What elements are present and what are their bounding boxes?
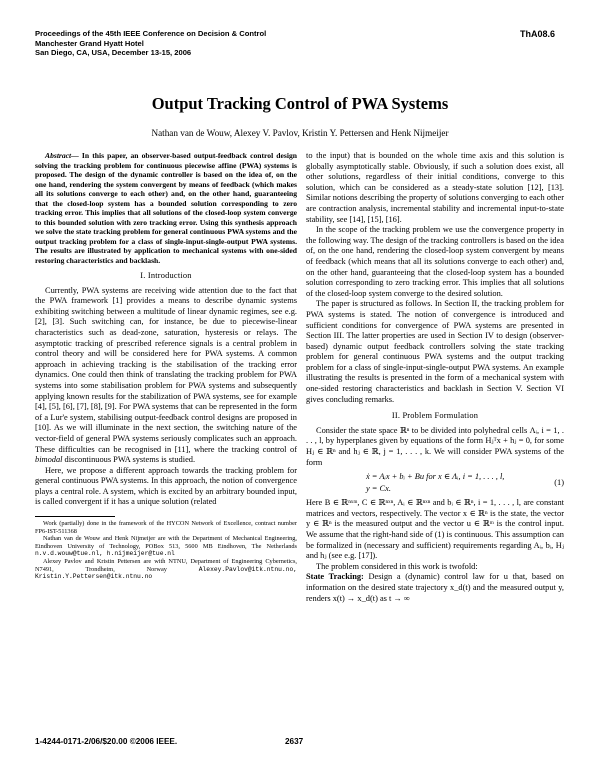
state-tracking-paragraph [306,572,564,604]
intro-emphasis: bimodal [35,455,63,465]
footnote-email-ntnu: Alexey.Pavlov@itk.ntnu.no, Kristin.Y.Pettersen@itk.ntnu.no [35,565,297,581]
footnotes [35,520,297,581]
intro-paragraph-1-text: Currently, PWA systems are receiving wide attention due to the fact that the PWA framework [1] provides a means to describe dynamic systems exhibiting switching between a multitude of linear dynamic regimes, see e.g. [2], [3]. Such switching can, for instance, be due to piecewise-linear characteristics such as dead-zone, saturation, hysteresis or relays. The asymptotic tracking of prescribed reference signals is a central problem in control theory and will be considered here for PWA systems. A common approach in achieving tracking is the stabilisation of the tracking error dynamics. One could then think of translating the tracking problem for PWA systems into some stabilisation problem for PWA systems and subsequently applying known results for the stabilization of PWA systems, see for example [4], [5], [6], [7], [8], [9]. For PWA systems that can be represented in the form of a Lur'e system, stabilising output-feedback control designs are proposed in [10]. As we will illuminate in the next section, the switching nature of the vector-field of general PWA systems seriously complicates such an approach. These difficulties can be recognised in [11], where the tracking control of [35,285,297,454]
right-paragraph-2: In the scope of the tracking problem we use the convergence property in the following way. The design of the tracking controllers is based on the idea of, on the one hand, rendering the closed-loop system convergent by means of feedback (which means that all its solutions converge to each other) and, on the other hand, guaranteeing that the closed-loop system has a bounded solution corresponding to zero tracking error. This implies that all solutions of the closed-loop system converge to the desired solution. [306,225,564,298]
footnote-affiliation-ntnu-text: Alexey Pavlov and Kristin Pettersen are with NTNU, Department of Engineering Cybernetics, N7491, Trondheim, Norway [35,558,297,573]
problem-paragraph-2: Here B ∈ ℝⁿˣᵐ, C ∈ ℝⁿˣⁿ, Aᵢ ∈ ℝⁿˣⁿ and bᵢ ∈ ℝⁿ, i = 1, . . . , l, are constant matrices and vectors, respectively. The vector x ∈ ℝⁿ is the state, the vector y ∈ ℝⁿ is the measured output and the vector u ∈ ℝᵐ is the control input. We assume that the right-hand side of (1) is continuous. This assumption can be formalized in (necessary and sufficient) requirements regarding Aᵢ, bᵢ, Hⱼ and hⱼ (see e.g. [17]). [306,498,564,561]
footnote-affiliation-ntnu [35,558,297,581]
footnote-affiliation-tue-text: Nathan van de Wouw and Henk Nijmeijer are with the Department of Mechanical Engineering, Eindhoven University of Technology, POBox 513, 5600 MB Eindhoven, The Netherlands [35,535,297,550]
intro-paragraph-2: Here, we propose a different approach towards the tracking problem for general continuous PWA systems. In this approach, the notion of convergence plays a central role. A system, which is excited by an arbitrary bounded input, is called convergent if it has a unique solution (related [35,465,297,507]
right-paragraph-3: The paper is structured as follows. In Section II, the tracking problem for PWA systems is stated. The notion of convergence is introduced and sufficient conditions for convergence of PWA systems are presented in Section III. The latter properties are used in Section IV to design (observer-based) dynamic output feedback controllers solving the state tracking problem for general continuous PWA systems and the output tracking problem for a class of single-input-single-output PWA systems. An example illustrating the results is presented in the form of a mechanical system with one-sided restoring characteristics and backlash in Section V. Section VI gives concluding remarks. [306,299,564,404]
equation-1-line-2: y = Cx. [366,484,391,494]
footnote-funding: Work (partially) done in the framework of the HYCON Network of Excellence, contract number FP6-IST-511368 [35,520,297,535]
right-paragraph-1: to the input) that is bounded on the whole time axis and this solution is globally asymptotically stable. Obviously, if such a solution does exist, all other solutions, regardless of their initial conditions, converge to this solution, which can be considered as a steady-state solution [12], [13]. Similar notions describing the property of solutions converging to each other are contraction analysis, incremental stability and incremental input-to-state stability, see [14], [15], [16]. [306,151,564,224]
problem-paragraph-1: Consider the state space ℝⁿ to be divided into polyhedral cells Λᵢ, i = 1, . . . , l, by hyperplanes given by equations of the form Hⱼᵀx + hⱼ = 0, for some Hⱼ ∈ ℝⁿ and hⱼ ∈ ℝ, j = 1, . . . , k. We will consider PWA systems of the form [306,425,564,467]
footer-isbn: 1-4244-0171-2/06/$20.00 ©2006 IEEE. [35,737,178,746]
header-line-2: Manchester Grand Hyatt Hotel [35,38,144,48]
session-code: ThA08.6 [519,29,555,39]
left-column [35,151,297,581]
section-heading-problem-formulation: II. Problem Formulation [391,411,479,421]
equation-1 [306,471,564,495]
state-tracking-text: Design a (dynamic) control law for u that, based on information on the desired state trajectory x_d(t) and the measured output y, renders x(t) → x_d(t) as t → ∞ [306,572,564,603]
intro-paragraph-1 [35,286,297,466]
footer-page-number: 2637 [285,737,304,746]
state-tracking-label: State Tracking: [306,572,364,582]
problem-paragraph-3: The problem considered in this work is twofold: [316,561,478,571]
proceedings-header [35,29,266,58]
right-column [306,151,564,604]
paper-title: Output Tracking Control of PWA Systems [151,94,449,113]
footnote-email-tue: n.v.d.wouw@tue.nl, h.nijmeijer@tue.nl [35,550,175,558]
paper-authors: Nathan van de Wouw, Alexey V. Pavlov, Kristin Y. Pettersen and Henk Nijmeijer [151,128,449,138]
equation-1-number: (1) [554,478,564,488]
equation-1-line-1: ẋ = Aᵢx + bᵢ + Bu for x ∈ Λᵢ, i = 1, . . . , l, [366,472,505,482]
abstract-text: In this paper, an observer-based output-feedback control design solving the tracking problem for continuous piecewise affine (PWA) systems is proposed. The design of the dynamic controller is based on the idea of, on the one hand, rendering the system convergent by means of feedback (which makes all its solutions converge to each other) and, on the other hand, guaranteeing that the closed-loop system has a bounded solution corresponding to zero tracking error. This implies that all solutions of the closed-loop system converge to this bounded solution with zero tracking error. Using this synthesis approach we solve the state tracking problem for general continuous PWA systems and the output tracking problem for a class of single-input-single-output PWA systems. The results are illustrated by application to mechanical systems with one-sided restoring characteristics and backlash. [35,151,297,265]
abstract [35,151,297,265]
abstract-lead: Abstract [45,151,72,160]
header-line-3: San Diego, CA, USA, December 13-15, 2006 [35,48,192,58]
footnote-divider [35,516,115,517]
header-line-1: Proceedings of the 45th IEEE Conference on Decision & Control [35,29,267,38]
footnote-affiliation-tue [35,535,297,558]
abstract-dash: — [71,151,82,160]
intro-paragraph-1-end: discontinuous PWA systems is studied. [62,455,196,465]
section-heading-introduction: I. Introduction [140,271,192,280]
